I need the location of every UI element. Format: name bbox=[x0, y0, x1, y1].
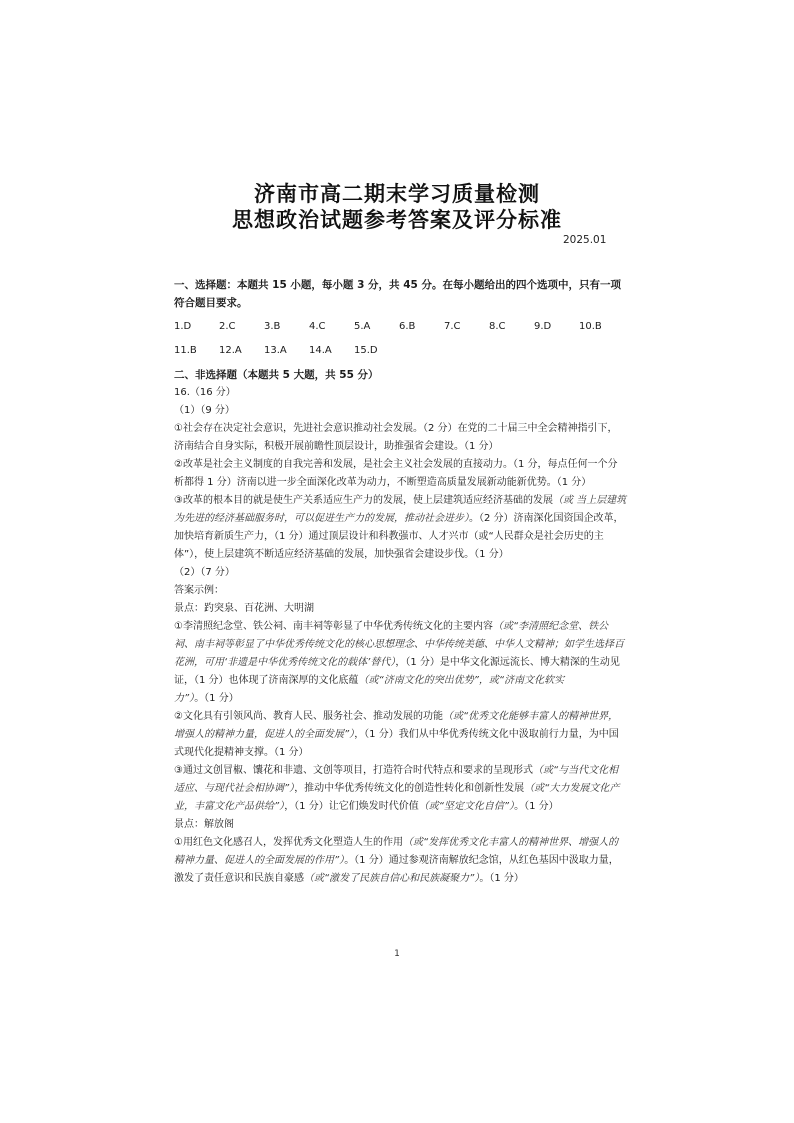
answer-item: 7.C bbox=[444, 321, 461, 332]
answer-point-s1b bbox=[174, 708, 627, 762]
answer-item: 4.C bbox=[309, 321, 326, 332]
answer-item: 1.D bbox=[174, 321, 192, 332]
answer-point-1c bbox=[174, 492, 627, 564]
answer-item: 10.B bbox=[579, 321, 602, 332]
answer-point-s1a bbox=[174, 618, 627, 708]
answer-text: 。（2 分）济南深化国资国企改革，加快培育新质生产力，（1 分）通过顶层设计和科教强市、人才兴市（或“人民群众是社会历史的主体”），使上层建筑不断适应经济基础的发展，加快强省会建设步伐。（1 分） bbox=[174, 513, 624, 560]
answer-item: 9.D bbox=[534, 321, 552, 332]
answer-text: ，（1 分）让它们焕发时代价值 bbox=[284, 801, 419, 812]
question-16-label: 16.（16 分） bbox=[174, 387, 236, 398]
section2-heading: 二、非选择题（本题共 5 大题，共 55 分） bbox=[174, 369, 379, 381]
answer-text: ①用红色文化感召人，发挥优秀文化塑造人生的作用 bbox=[174, 837, 403, 848]
answer-row-1 bbox=[174, 318, 627, 336]
document-title: 济南市高二期末学习质量检测 bbox=[254, 181, 540, 206]
document-body bbox=[174, 276, 627, 888]
answer-item: 12.A bbox=[219, 345, 242, 356]
alternative-answer: （或 当上层建筑为先进的经济基础服务时，可以促进生产力的发展，推动社会进步） bbox=[174, 495, 627, 524]
answer-point-1b: ②改革是社会主义制度的自我完善和发展，是社会主义社会发展的直接动力。（1 分，每点任何一个分析都得 1 分）济南以进一步全面深化改革为动力，不断塑造高质量发展新动能新优势。（1 分） bbox=[174, 459, 618, 488]
exam-date: 2025.01 bbox=[563, 234, 607, 246]
answer-item: 6.B bbox=[399, 321, 416, 332]
alternative-answer: （或“济南文化的突出优势”，或“济南文化软实力”） bbox=[174, 675, 565, 704]
answer-item: 8.C bbox=[489, 321, 506, 332]
answer-item: 13.A bbox=[264, 345, 287, 356]
answer-item: 15.D bbox=[354, 345, 378, 356]
scenic-spot-2: 景点：解放阁 bbox=[174, 819, 234, 830]
part-2-label: （2）（7 分） bbox=[174, 567, 235, 578]
alternative-answer: （或“发挥优秀文化丰富人的精神世界、增强人的精神力量、促进人的全面发展的作用”） bbox=[174, 837, 619, 866]
answer-text: 。（1 分） bbox=[514, 801, 559, 812]
answer-item: 3.B bbox=[264, 321, 281, 332]
answer-point-s1c bbox=[174, 762, 627, 816]
answer-text: ②文化具有引领风尚、教育人民、服务社会、推动发展的功能 bbox=[174, 711, 443, 722]
scenic-spot-1: 景点：趵突泉、百花洲、大明湖 bbox=[174, 603, 314, 614]
example-label: 答案示例： bbox=[174, 585, 224, 596]
answer-text: ，推动中华优秀传统文化的创造性转化和创新性发展 bbox=[294, 783, 525, 794]
answer-item: 11.B bbox=[174, 345, 197, 356]
answer-text: 。（1 分） bbox=[479, 873, 524, 884]
answer-text: ①李清照纪念堂、铁公祠、南丰祠等彰显了中华优秀传统文化的主要内容 bbox=[174, 621, 493, 632]
answer-text: 。（1 分） bbox=[194, 693, 239, 704]
answer-text: ③通过文创冒椒、馕花和非遗、文创等项目，打造符合时代特点和要求的呈现形式 bbox=[174, 765, 533, 776]
answer-text: 。（1 分）通过参观济南解放纪念馆，从红色基因中汲取力量，激发了责任意识和民族自豪感 bbox=[174, 855, 619, 884]
page-number: 1 bbox=[394, 949, 400, 959]
alternative-answer: （或“大力发展文化产业，丰富文化产品供给”） bbox=[174, 783, 620, 812]
answer-item: 14.A bbox=[309, 345, 332, 356]
part-1-label: （1）（9 分） bbox=[174, 405, 235, 416]
answer-item: 5.A bbox=[354, 321, 371, 332]
answer-text: ，（1 分）我们从中华优秀传统文化中汲取前行力量，为中国式现代化提精神支撑。（1 分） bbox=[174, 729, 619, 758]
alternative-answer: （或“优秀文化能够丰富人的精神世界，增强人的精神力量，促进人的全面发展”） bbox=[174, 711, 619, 740]
answer-point-1a: ①社会存在决定社会意识，先进社会意识推动社会发展。（2 分）在党的二十届三中全会精神指引下，济南结合自身实际，积极开展前瞻性顶层设计，助推强省会建设。（1 分） bbox=[174, 423, 618, 452]
answer-point-s2a bbox=[174, 834, 627, 888]
alternative-answer: （或“与当代文化相适应、与现代社会相协调”） bbox=[174, 765, 619, 794]
document-subtitle: 思想政治试题参考答案及评分标准 bbox=[232, 207, 562, 232]
section1-heading: 一、选择题：本题共 15 小题，每小题 3 分，共 45 分。在每小题给出的四个选项中，只有一项符合题目要求。 bbox=[174, 279, 621, 309]
alternative-answer: （或“李清照纪念堂、铁公祠、南丰祠等彰显了中华优秀传统文化的核心思想理念、中华传统美德、中华人文精神；如学生选择百花洲，可用‘非遗是中华优秀传统文化的载体’替代） bbox=[174, 621, 624, 668]
alternative-answer: （或“激发了民族自信心和民族凝聚力”） bbox=[304, 873, 480, 884]
answer-text: ，（1 分）是中华文化源远流长、博大精深的生动见证，（1 分）也体现了济南深厚的文化底蕴 bbox=[174, 657, 620, 686]
answer-item: 2.C bbox=[219, 321, 236, 332]
answer-text: ③改革的根本目的就是使生产关系适应生产力的发展，使上层建筑适应经济基础的发展 bbox=[174, 495, 553, 506]
alternative-answer: （或“坚定文化自信”） bbox=[418, 801, 515, 812]
answer-row-2 bbox=[174, 342, 627, 360]
